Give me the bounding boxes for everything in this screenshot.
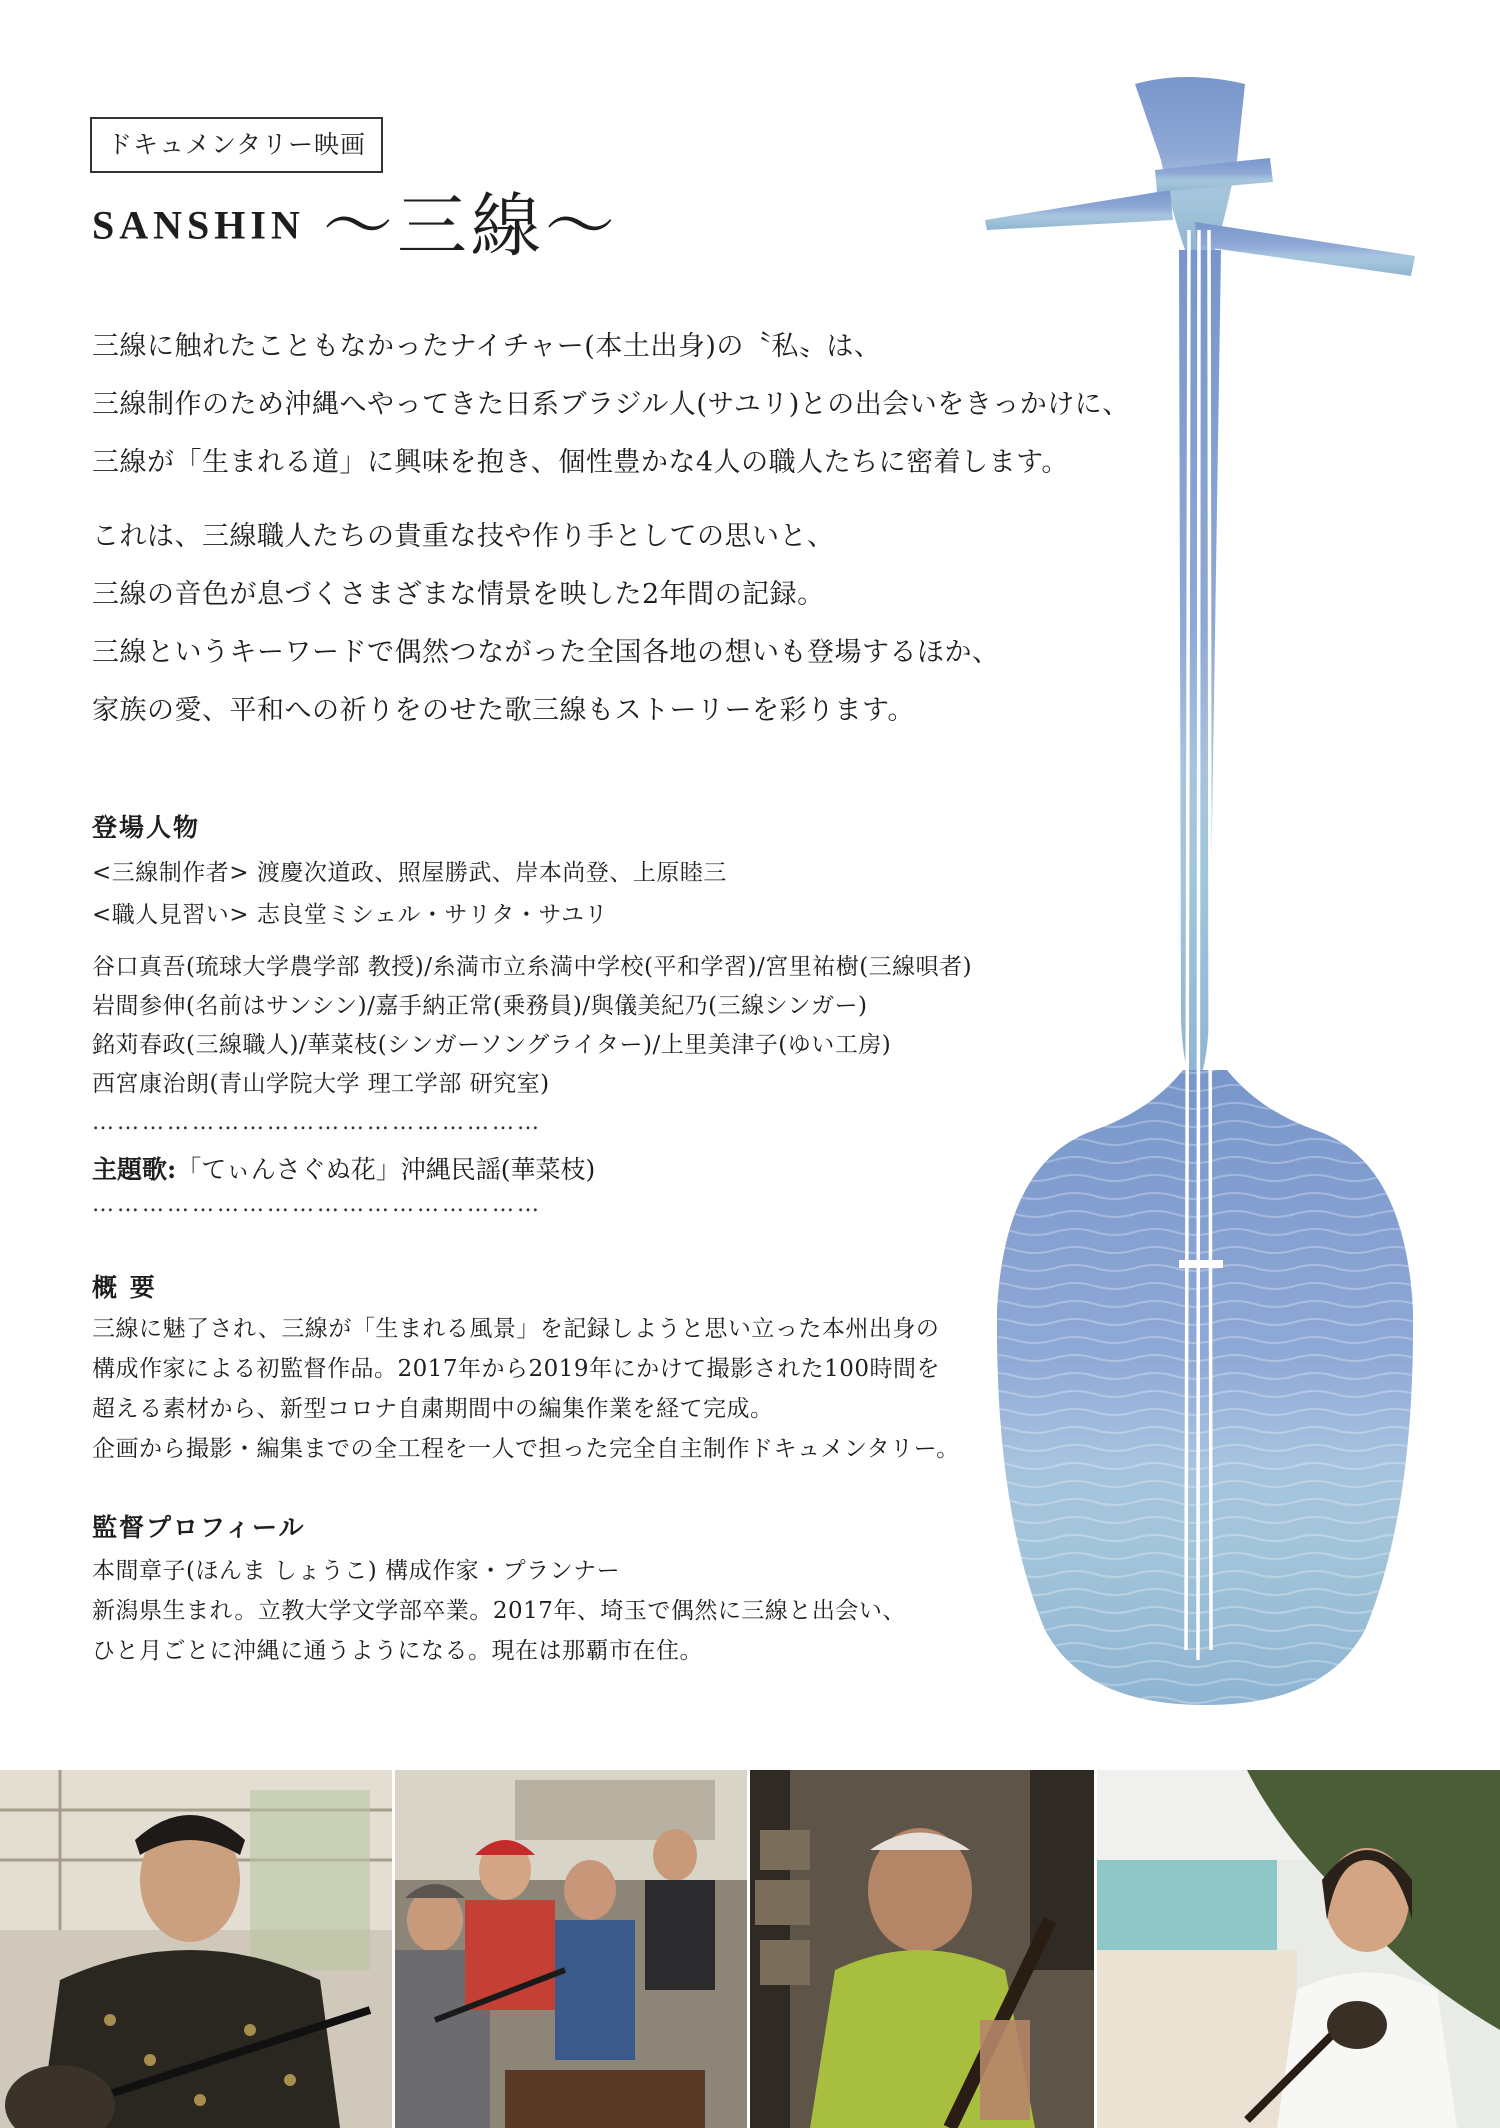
intro-line: 三線制作のため沖縄へやってきた日系ブラジル人(サユリ)との出会いをきっかけに、 xyxy=(92,389,1130,420)
director-heading: 監督プロフィール xyxy=(92,1513,306,1542)
photo-elderly-craftsman xyxy=(750,1770,1094,2128)
photo-strip xyxy=(0,1770,1500,2128)
intro-paragraph-2 xyxy=(92,508,1152,740)
theme-song-value: 「てぃんさぐぬ花」沖縄民謡(華菜枝) xyxy=(176,1155,596,1184)
overview-line: 構成作家による初監督作品。2017年から2019年にかけて撮影された100時間を xyxy=(92,1356,940,1382)
cast-line: 岩間参伸(名前はサンシン)/嘉手納正常(乗務員)/與儀美紀乃(三線シンガー) xyxy=(92,993,868,1019)
intro-line: 三線の音色が息づくさまざまな情景を映した2年間の記録。 xyxy=(92,579,825,610)
divider: ……………………………………………… xyxy=(92,1192,542,1217)
theme-song xyxy=(92,1150,595,1186)
overview-heading: 概 要 xyxy=(92,1273,157,1302)
cast-apprentice: <職人見習い> 志良堂ミシェル・サリタ・サユリ xyxy=(92,902,608,928)
intro-line: 三線というキーワードで偶然つながった全国各地の想いも登場するほか、 xyxy=(92,637,1000,668)
film-title xyxy=(92,175,619,276)
director-line: 本間章子(ほんま しょうこ) 構成作家・プランナー xyxy=(92,1558,621,1584)
overview-line: 企画から撮影・編集までの全工程を一人で担った完全自主制作ドキュメンタリー。 xyxy=(92,1436,960,1462)
cast-makers: <三線制作者> 渡慶次道政、照屋勝武、岸本尚登、上原睦三 xyxy=(92,860,727,886)
intro-paragraph-1 xyxy=(92,318,1152,492)
cast-heading: 登場人物 xyxy=(92,813,201,842)
intro-line: これは、三線職人たちの貴重な技や作り手としての思いと、 xyxy=(92,521,835,552)
divider: ……………………………………………… xyxy=(92,1110,542,1135)
cast-line: 谷口真吾(琉球大学農学部 教授)/糸満市立糸満中学校(平和学習)/宮里祐樹(三線唄者) xyxy=(92,954,973,980)
cast-line: 銘苅春政(三線職人)/華菜枝(シンガーソングライター)/上里美津子(ゆい工房) xyxy=(92,1032,892,1058)
photo-group-session xyxy=(395,1770,747,2128)
director-line: ひと月ごとに沖縄に通うようになる。現在は那覇市在住。 xyxy=(92,1638,703,1664)
cast-line: 西宮康治朗(青山学院大学 理工学部 研究室) xyxy=(92,1071,550,1097)
photo-woman-on-beach xyxy=(1097,1770,1500,2128)
theme-song-label: 主題歌: xyxy=(92,1155,177,1184)
title-english: SANSHIN xyxy=(92,202,305,248)
director-line: 新潟県生まれ。立教大学文学部卒業。2017年、埼玉で偶然に三線と出会い、 xyxy=(92,1598,906,1624)
title-japanese: 〜三線〜 xyxy=(322,184,619,267)
genre-tag: ドキュメンタリー映画 xyxy=(90,117,383,173)
photo-man-playing-sanshin xyxy=(0,1770,392,2128)
overview-line: 超える素材から、新型コロナ自粛期間中の編集作業を経て完成。 xyxy=(92,1396,774,1422)
intro-line: 三線に触れたこともなかったナイチャー(本土出身)の〝私〟は、 xyxy=(92,331,882,362)
intro-line: 家族の愛、平和への祈りをのせた歌三線もストーリーを彩ります。 xyxy=(92,695,915,726)
overview-line: 三線に魅了され、三線が「生まれる風景」を記録しようと思い立った本州出身の xyxy=(92,1316,940,1342)
sanshin-illustration xyxy=(975,70,1435,1710)
intro-line: 三線が「生まれる道」に興味を抱き、個性豊かな4人の職人たちに密着します。 xyxy=(92,447,1069,478)
